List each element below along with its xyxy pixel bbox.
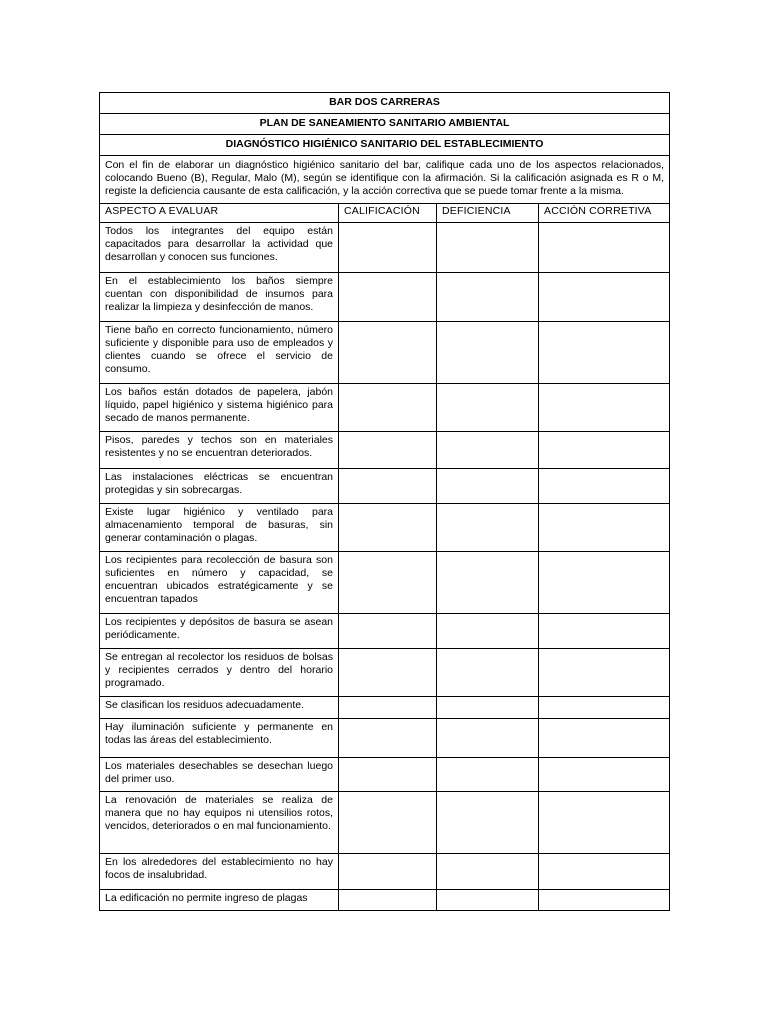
aspect-cell: La edificación no permite ingreso de plagas (100, 889, 339, 910)
rating-cell[interactable] (339, 431, 437, 468)
aspect-cell: Pisos, paredes y techos son en materiales resistentes y no se encuentran deteriorados. (100, 431, 339, 468)
action-cell[interactable] (539, 718, 670, 757)
table-row (100, 503, 670, 551)
rating-cell[interactable] (339, 889, 437, 910)
action-cell[interactable] (539, 431, 670, 468)
action-cell[interactable] (539, 551, 670, 613)
aspect-cell: Los recipientes para recolección de basura son suficientes en número y capacidad, se encuentran ubicados estratégicamente y se encuentran tapados (100, 551, 339, 613)
deficiency-cell[interactable] (437, 696, 539, 718)
rating-cell[interactable] (339, 791, 437, 853)
title-row-diagnostic (100, 135, 670, 156)
aspect-cell: Se clasifican los residuos adecuadamente. (100, 696, 339, 718)
action-cell[interactable] (539, 648, 670, 696)
bar-name-title: BAR DOS CARRERAS (100, 93, 670, 114)
action-cell[interactable] (539, 222, 670, 272)
aspect-cell: La renovación de materiales se realiza de manera que no hay equipos ni utensilios rotos, vencidos, deteriorados o en mal funcionamiento. (100, 791, 339, 853)
table-row (100, 791, 670, 853)
table-row (100, 321, 670, 383)
deficiency-cell[interactable] (437, 718, 539, 757)
column-header-deficiency: DEFICIENCIA (437, 203, 539, 222)
rating-cell[interactable] (339, 613, 437, 648)
aspect-cell: Los baños están dotados de papelera, jabón líquido, papel higiénico y sistema higiénico para secado de manos permanente. (100, 383, 339, 431)
rating-cell[interactable] (339, 383, 437, 431)
deficiency-cell[interactable] (437, 853, 539, 889)
aspect-cell: Los materiales desechables se desechan luego del primer uso. (100, 757, 339, 791)
action-cell[interactable] (539, 757, 670, 791)
instructions-row (100, 156, 670, 204)
table-row (100, 468, 670, 503)
table-row (100, 889, 670, 910)
column-header-action: ACCIÓN CORRETIVA (539, 203, 670, 222)
column-header-rating: CALIFICACIÓN (339, 203, 437, 222)
plan-title: PLAN DE SANEAMIENTO SANITARIO AMBIENTAL (100, 114, 670, 135)
rating-cell[interactable] (339, 468, 437, 503)
action-cell[interactable] (539, 383, 670, 431)
action-cell[interactable] (539, 503, 670, 551)
instructions-text: Con el fin de elaborar un diagnóstico higiénico sanitario del bar, califique cada uno de los aspectos relacionados, colocando Bueno (B), Regular, Malo (M), según se identifique con la afirmación. Si la calificación asignada es R o M, registe la deficiencia causante de esta calificación, y la acción correctiva que se puede tomar frente a la misma. (100, 156, 670, 204)
rating-cell[interactable] (339, 551, 437, 613)
aspect-cell: Se entregan al recolector los residuos de bolsas y recipientes cerrados y dentro del horario programado. (100, 648, 339, 696)
rating-cell[interactable] (339, 853, 437, 889)
aspect-cell: En los alrededores del establecimiento no hay focos de insalubridad. (100, 853, 339, 889)
rating-cell[interactable] (339, 503, 437, 551)
rating-cell[interactable] (339, 321, 437, 383)
table-row (100, 757, 670, 791)
title-row-plan (100, 114, 670, 135)
table-row (100, 648, 670, 696)
table-row (100, 222, 670, 272)
deficiency-cell[interactable] (437, 321, 539, 383)
column-header-aspect: ASPECTO A EVALUAR (100, 203, 339, 222)
action-cell[interactable] (539, 468, 670, 503)
deficiency-cell[interactable] (437, 613, 539, 648)
deficiency-cell[interactable] (437, 431, 539, 468)
action-cell[interactable] (539, 853, 670, 889)
diagnostic-title: DIAGNÓSTICO HIGIÉNICO SANITARIO DEL ESTABLECIMIENTO (100, 135, 670, 156)
action-cell[interactable] (539, 272, 670, 321)
deficiency-cell[interactable] (437, 889, 539, 910)
aspect-cell: Los recipientes y depósitos de basura se asean periódicamente. (100, 613, 339, 648)
action-cell[interactable] (539, 791, 670, 853)
action-cell[interactable] (539, 321, 670, 383)
aspect-cell: Hay iluminación suficiente y permanente en todas las áreas del establecimiento. (100, 718, 339, 757)
deficiency-cell[interactable] (437, 757, 539, 791)
rating-cell[interactable] (339, 696, 437, 718)
aspect-cell: Existe lugar higiénico y ventilado para almacenamiento temporal de basuras, sin generar contaminación o plagas. (100, 503, 339, 551)
title-row-bar (100, 93, 670, 114)
aspect-cell: En el establecimiento los baños siempre cuentan con disponibilidad de insumos para realizar la limpieza y desinfección de manos. (100, 272, 339, 321)
action-cell[interactable] (539, 889, 670, 910)
table-row (100, 431, 670, 468)
sanitation-diagnostic-table (99, 92, 670, 911)
deficiency-cell[interactable] (437, 791, 539, 853)
table-row (100, 383, 670, 431)
deficiency-cell[interactable] (437, 272, 539, 321)
rating-cell[interactable] (339, 718, 437, 757)
rating-cell[interactable] (339, 272, 437, 321)
deficiency-cell[interactable] (437, 468, 539, 503)
column-header-row (100, 203, 670, 222)
rating-cell[interactable] (339, 757, 437, 791)
deficiency-cell[interactable] (437, 551, 539, 613)
table-row (100, 613, 670, 648)
deficiency-cell[interactable] (437, 222, 539, 272)
deficiency-cell[interactable] (437, 383, 539, 431)
aspect-cell: Tiene baño en correcto funcionamiento, número suficiente y disponible para uso de empleados y clientes cuando se ofrece el servicio de consumo. (100, 321, 339, 383)
deficiency-cell[interactable] (437, 648, 539, 696)
aspect-cell: Las instalaciones eléctricas se encuentran protegidas y sin sobrecargas. (100, 468, 339, 503)
table-row (100, 853, 670, 889)
table-row (100, 696, 670, 718)
action-cell[interactable] (539, 613, 670, 648)
deficiency-cell[interactable] (437, 503, 539, 551)
action-cell[interactable] (539, 696, 670, 718)
table-row (100, 272, 670, 321)
rating-cell[interactable] (339, 648, 437, 696)
aspect-cell: Todos los integrantes del equipo están capacitados para desarrollar la actividad que desarrollan y conocen sus funciones. (100, 222, 339, 272)
rating-cell[interactable] (339, 222, 437, 272)
table-row (100, 718, 670, 757)
table-row (100, 551, 670, 613)
